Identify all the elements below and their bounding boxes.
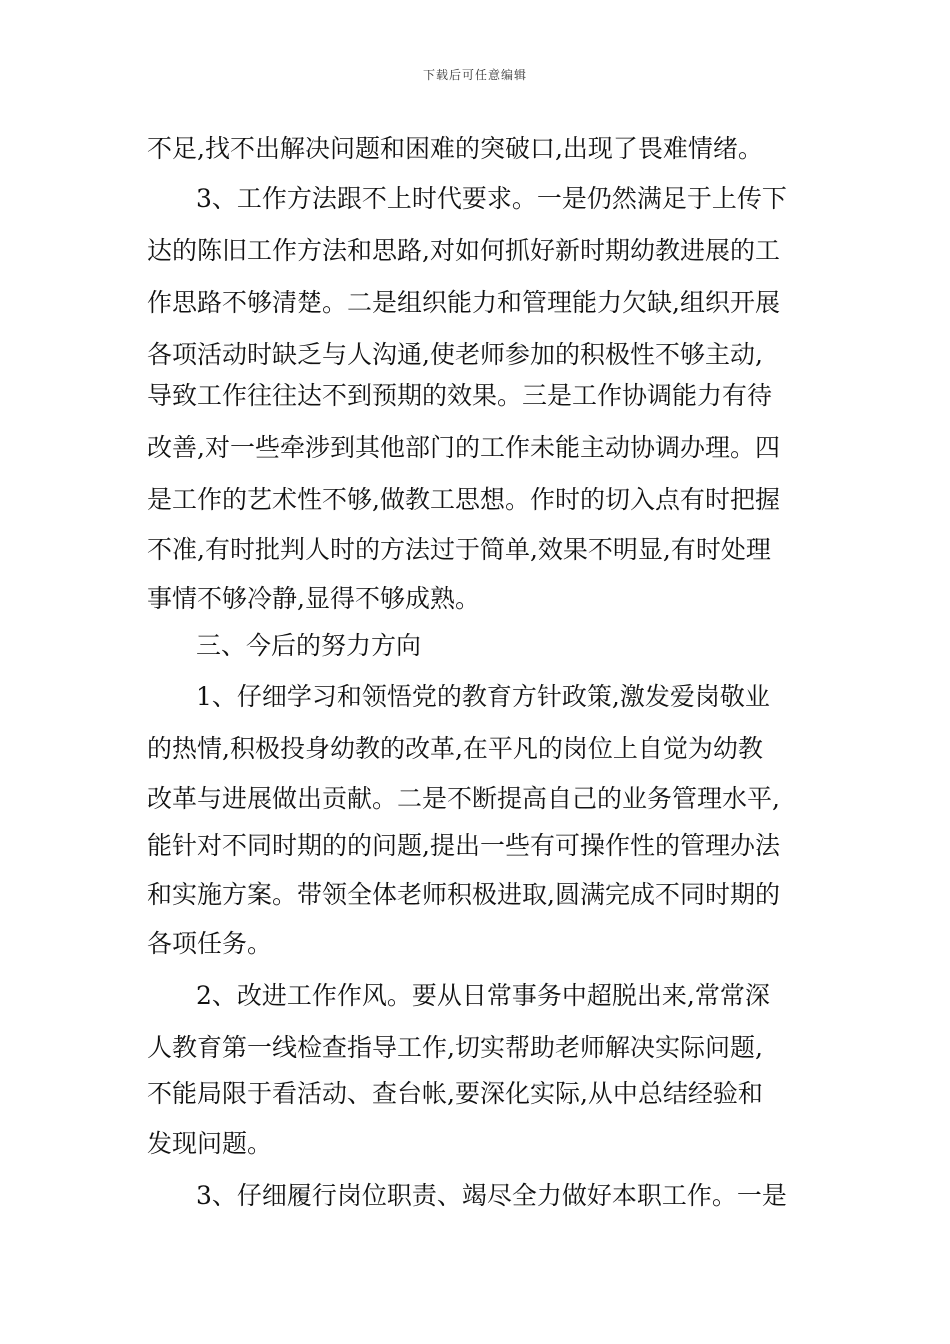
- text-line: 3、仔细履行岗位职责、竭尽全力做好本职工作。一是: [196, 1181, 787, 1210]
- text-line: 能针对不同时期的的问题,提出一些有可操作性的管理办法: [147, 831, 780, 860]
- text-line: 导致工作往往达不到预期的效果。三是工作协调能力有待: [147, 381, 773, 410]
- text-line: 和实施方案。带领全体老师积极进取,圆满完成不同时期的: [147, 880, 780, 909]
- text-line: 人教育第一线检查指导工作,切实帮助老师解决实际问题,: [147, 1033, 763, 1062]
- text-line: 2、改进工作作风。要从日常事务中超脱出来,常常深: [196, 981, 770, 1010]
- text-line: 是工作的艺术性不够,做教工思想。作时的切入点有时把握: [147, 485, 780, 514]
- text-line: 3、工作方法跟不上时代要求。一是仍然满足于上传下: [196, 184, 787, 213]
- text-line: 改革与进展做出贡献。二是不断提高自己的业务管理水平,: [147, 784, 780, 813]
- text-line: 各项活动时缺乏与人沟通,使老师参加的积极性不够主动,: [147, 340, 763, 369]
- text-line: 不能局限于看活动、查台帐,要深化实际,从中总结经验和: [147, 1079, 763, 1108]
- text-line: 发现问题。: [147, 1129, 273, 1158]
- text-line: 达的陈旧工作方法和思路,对如何抓好新时期幼教进展的工: [147, 236, 780, 265]
- text-line: 改善,对一些牵涉到其他部门的工作未能主动协调办理。四: [147, 433, 780, 462]
- section-heading: 三、今后的努力方向: [196, 631, 422, 660]
- text-line: 不准,有时批判人时的方法过于简单,效果不明显,有时处理: [147, 535, 771, 564]
- text-line: 事情不够冷静,显得不够成熟。: [147, 584, 480, 613]
- page-header: 下载后可任意编辑: [422, 68, 527, 82]
- text-line: 的热情,积极投身幼教的改革,在平凡的岗位上自觉为幼教: [147, 734, 763, 763]
- text-line: 不足,找不出解决问题和困难的突破口,出现了畏难情绪。: [147, 134, 763, 163]
- text-line: 作思路不够清楚。二是组织能力和管理能力欠缺,组织开展: [147, 288, 780, 317]
- text-line: 1、仔细学习和领悟党的教育方针政策,激发爱岗敬业: [196, 682, 770, 711]
- text-line: 各项任务。: [147, 929, 273, 958]
